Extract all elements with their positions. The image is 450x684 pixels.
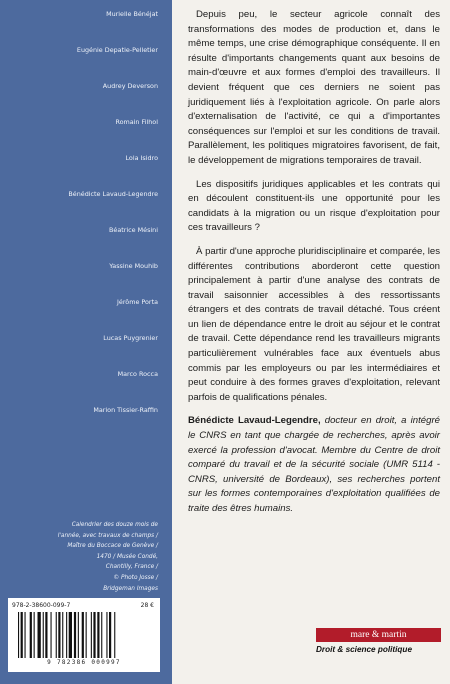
back-cover-text xyxy=(188,8,440,526)
barcode-image xyxy=(12,612,156,658)
credit-line: © Photo Josse / xyxy=(113,574,158,581)
back-cover-sidebar xyxy=(0,0,172,684)
credit-line: Maître du Boccace de Genève / xyxy=(67,543,158,550)
author-name: Jérôme Porta xyxy=(117,298,158,306)
summary-paragraph: Depuis peu, le secteur agricole connaît des transformations des modes de production et, dans le même temps, une crise démographique conséquente. Il en résulte d'importants changements quant aux besoins de main-d'œuvre et aux formes d'emploi des travailleurs. Il devient fréquent que ces derniers ne soient pas juridiquement liés à l'exploitation agricole. On parle alors d'externalisation de l'activité, ce qui a d'importantes conséquences sur l'emploi et sur les conditions de travail. Parallèlement, les politiques migratoires favorisent, de fait, le développement de migrations temporaires de travail. xyxy=(188,9,440,166)
author-name: Bénédicte Lavaud-Legendre xyxy=(68,190,158,198)
author-name: Lola Isidro xyxy=(125,154,158,162)
editor-bio xyxy=(188,414,440,516)
publisher-block xyxy=(316,628,441,654)
credit-line: l'année, avec travaux de champs / xyxy=(57,532,158,539)
author-name: Eugénie Depatie-Pelletier xyxy=(76,46,158,54)
summary-paragraph: À partir d'une approche pluridisciplinaire et comparée, les différentes contributions aborderont cette question principalement à partir d'une analyse des contrats de travail saisonnier accessibles à des ressortissants étrangers et des contrats de travail détaché. Tous créent un lien de dépendance entre le droit au séjour et le contrat de travail. Cette dépendance rend les travailleurs migrants particulièrement vulnérables face aux éventuels abus commis par les employeurs ou par les intermédiaires et peut conduire à des formes graves d'exploitation, relevant parfois de qualifications pénales. xyxy=(188,245,440,403)
summary-paragraph: Les dispositifs juridiques applicables et les contrats qui en découlent constituent-ils une opportunité pour les candidats à la migration ou un risque d'exploitation pour ces travailleurs ? xyxy=(188,178,440,234)
author-name: Yassine Mouhib xyxy=(109,262,158,270)
author-name: Lucas Puygrenier xyxy=(103,334,158,342)
author-name: Marion Tissier-Raffin xyxy=(93,406,158,414)
image-credit xyxy=(8,520,158,594)
credit-line: 1470 / Musée Condé, xyxy=(96,553,158,560)
author-name: Romain Filhol xyxy=(115,118,158,126)
credit-line: Bridgeman Images xyxy=(103,585,158,592)
author-name: Béatrice Mésini xyxy=(109,226,158,234)
barcode-block xyxy=(8,598,160,672)
author-name: Audrey Deverson xyxy=(102,82,158,90)
editor-name: Bénédicte Lavaud-Legendre, xyxy=(188,415,321,427)
barcode-digits: 9 782386 000997 xyxy=(47,659,121,666)
publisher-logo: mare & martin xyxy=(316,628,441,642)
price: 28 € xyxy=(140,602,154,609)
collection-name: Droit & science politique xyxy=(316,645,412,654)
isbn-row xyxy=(12,602,154,609)
author-name: Marco Rocca xyxy=(117,370,158,378)
credit-line: Calendrier des douze mois de xyxy=(71,522,158,528)
isbn: 978-2-38600-099-7 xyxy=(12,602,71,609)
author-name: Murielle Bénéjat xyxy=(106,10,158,18)
editor-bio-text: docteur en droit, a intégré le CNRS en tant que chargée de recherches, après avoir exercé la profession d'avocat. Membre du Centre de droit comparé du travail et de la sécurité sociale (UMR 5114 - CNRS, université de Bordeaux), ses recherches portent sur les formes contemporaines d'exploitation qualifiées de traite des êtres humains. xyxy=(188,415,440,514)
credit-line: Chantilly, France / xyxy=(105,564,158,571)
